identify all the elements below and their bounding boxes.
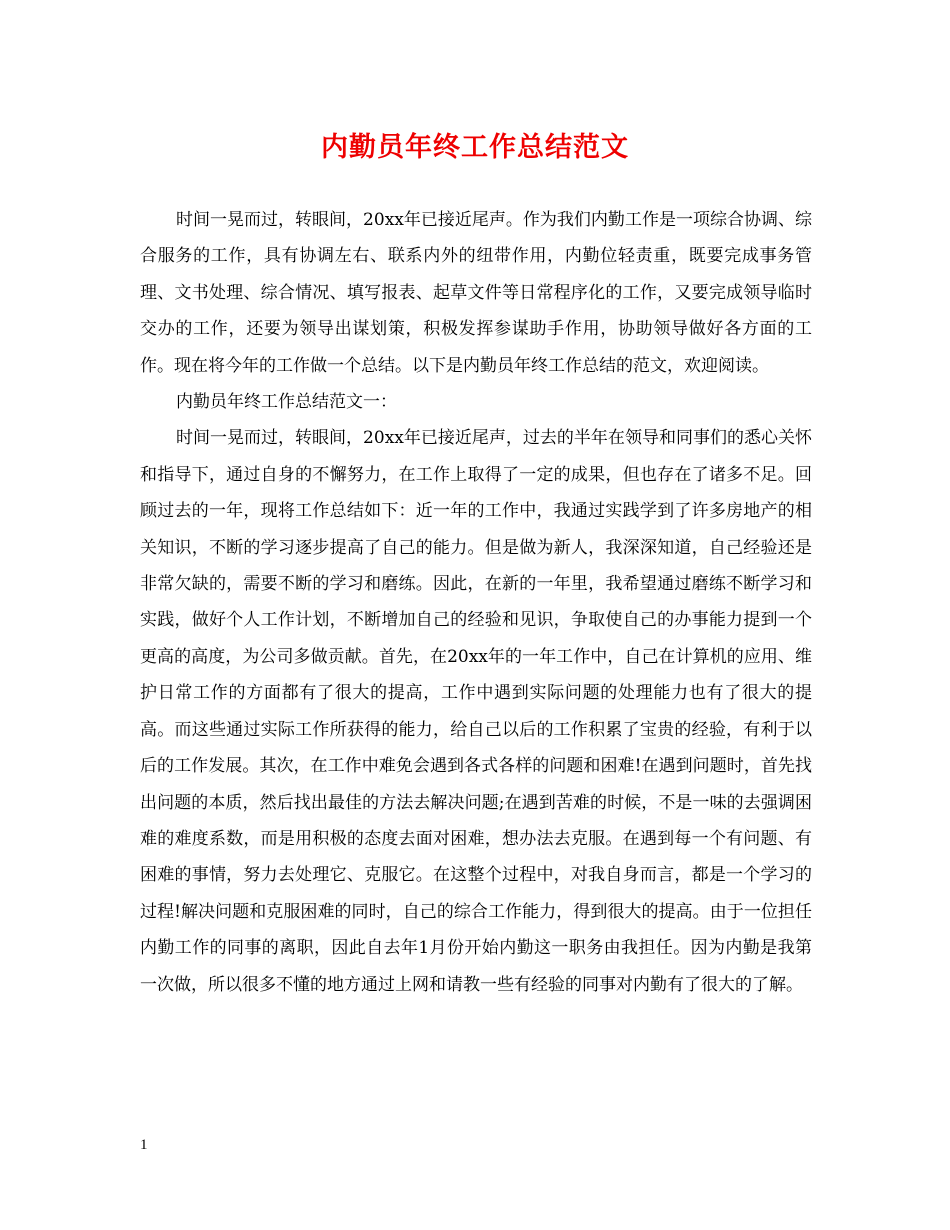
- summary-paragraph: 时间一晃而过，转眼间，20xx年已接近尾声，过去的半年在领导和同事们的悉心关怀和指导下，通过自身的不懈努力，在工作上取得了一定的成果，但也存在了诸多不足。回顾过去的一年，现将工作总结如下：近一年的工作中，我通过实践学到了许多房地产的相关知识，不断的学习逐步提高了自己的能力。但是做为新人，我深深知道，自己经验还是非常欠缺的，需要不断的学习和磨练。因此，在新的一年里，我希望通过磨练不断学习和实践，做好个人工作计划，不断增加自己的经验和见识，争取使自己的办事能力提到一个更高的高度，为公司多做贡献。首先，在20xx年的一年工作中，自己在计算机的应用、维护日常工作的方面都有了很大的提高，工作中遇到实际问题的处理能力也有了很大的提高。而这些通过实际工作所获得的能力，给自己以后的工作积累了宝贵的经验，有利于以后的工作发展。其次，在工作中难免会遇到各式各样的问题和困难!在遇到问题时，首先找出问题的本质，然后找出最佳的方法去解决问题;在遇到苦难的时候，不是一味的去强调困难的难度系数，而是用积极的态度去面对困难，想办法去克服。在遇到每一个有问题、有困难的事情，努力去处理它、克服它。在这整个过程中，对我自身而言，都是一个学习的过程!解决问题和克服困难的同时，自己的综合工作能力，得到很大的提高。由于一位担任内勤工作的同事的离职，因此自去年1月份开始内勤这一职务由我担任。因为内勤是我第一次做，所以很多不懂的地方通过上网和请教一些有经验的同事对内勤有了很大的了解。: [140, 428, 812, 995]
- page-number: 1: [140, 1137, 148, 1153]
- section-heading-paragraph: 内勤员年终工作总结范文一：: [176, 392, 397, 413]
- document-title: 内勤员年终工作总结范文: [321, 132, 629, 163]
- document-body: [140, 202, 812, 1003]
- intro-paragraph: 时间一晃而过，转眼间，20xx年已接近尾声。作为我们内勤工作是一项综合协调、综合服务的工作，具有协调左右、联系内外的纽带作用，内勤位轻责重，既要完成事务管理、文书处理、综合情况、填写报表、起草文件等日常程序化的工作，又要完成领导临时交办的工作，还要为领导出谋划策，积极发挥参谋助手作用，协助领导做好各方面的工作。现在将今年的工作做一个总结。以下是内勤员年终工作总结的范文，欢迎阅读。: [140, 210, 812, 376]
